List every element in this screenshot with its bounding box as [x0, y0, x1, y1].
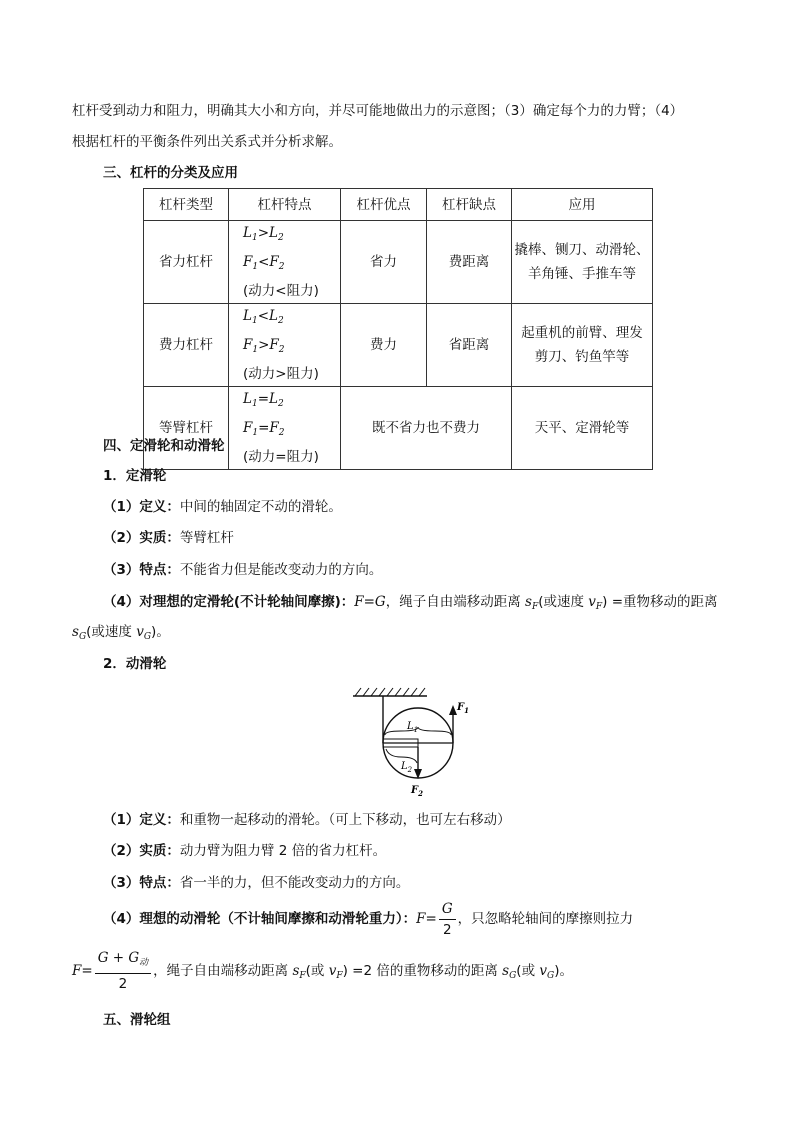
- header-cell: 应用: [512, 189, 653, 221]
- movable-pulley-ideal: （4）理想的动滑轮（不计轴间摩擦和动滑轮重力）：F= $\frac{G}{2}$ ，只忽略轮轴间的摩擦则拉力: [103, 900, 634, 938]
- header-cell: 杠杆特点: [229, 189, 341, 221]
- advantage-cell: 费力: [341, 304, 427, 387]
- lever-feature-cell: [229, 304, 341, 387]
- lever-type-cell: 费力杠杆: [144, 304, 229, 387]
- f1-arrowhead: [449, 705, 457, 715]
- length-relation: $L_1=L_2$ $F_1=F_2$: [243, 391, 285, 438]
- l2-label: $L_2$: [401, 761, 413, 774]
- lever-type-cell: 省力杠杆: [144, 221, 229, 304]
- fraction-g-plus-gdong-over-2: $\frac{G + G_动}{2}$: [95, 948, 151, 994]
- section-4-heading: 四、定滑轮和动滑轮: [103, 438, 225, 454]
- f1-label: $F_1$: [457, 702, 469, 715]
- ceiling-hatching: [355, 688, 425, 696]
- force-note: (动力>阻力): [243, 366, 319, 382]
- application-cell: 起重机的前臂、理发 剪刀、钓鱼竿等: [512, 304, 653, 387]
- f2-label: $F_2$: [411, 785, 423, 797]
- section-3-heading: 三、杠杆的分类及应用: [103, 165, 238, 181]
- table-row: [144, 221, 653, 304]
- application-cell: 天平、定滑轮等: [512, 387, 653, 470]
- movable-pulley-diagram: [345, 685, 475, 797]
- fixed-pulley-essence: （2）实质：等臂杠杆: [103, 530, 234, 546]
- movable-pulley-feature: （3）特点：省一半的力，但不能改变动力的方向。: [103, 875, 410, 891]
- table-header-row: [144, 189, 653, 221]
- movable-pulley-definition: （1）定义：和重物一起移动的滑轮。（可上下移动，也可左右移动）: [103, 812, 511, 828]
- fixed-pulley-definition: （1）定义：中间的轴固定不动的滑轮。: [103, 499, 342, 515]
- fraction-g-over-2: $\frac{G}{2}$: [439, 899, 456, 940]
- movable-pulley-essence: （2）实质：动力臂为阻力臂 2 倍的省力杠杆。: [103, 843, 387, 859]
- lever-feature-cell: [229, 221, 341, 304]
- section-5-heading: 五、滑轮组: [103, 1012, 171, 1028]
- length-relation: $L_1>L_2$ $F_1<F_2$: [243, 225, 285, 272]
- intro-line-2: 根据杠杆的平衡条件列出关系式并分析求解。: [72, 134, 342, 150]
- header-cell: 杠杆类型: [144, 189, 229, 221]
- movable-pulley-ideal-cont: F= $\frac{G + G_动}{2}$ ，绳子自由端移动距离 $s_F$(或 $v_F) =2$ 倍的重物移动的距离 $s_G$(或 $v_G$)。: [72, 950, 573, 992]
- fixed-pulley-title: 1．定滑轮: [103, 468, 167, 484]
- disadvantage-cell: 费距离: [427, 221, 512, 304]
- force-note: (动力=阻力): [243, 449, 319, 465]
- merged-cell: 既不省力也不费力: [341, 387, 512, 470]
- lever-classification-table: [143, 188, 653, 470]
- advantage-cell: 省力: [341, 221, 427, 304]
- intro-line-1: 杠杆受到动力和阻力，明确其大小和方向，并尽可能地做出力的示意图；（3）确定每个力的力臂；（4）: [72, 103, 684, 119]
- table-row: [144, 304, 653, 387]
- fixed-pulley-ideal-cont: $s_G$(或速度 $v_G$)。: [72, 624, 170, 642]
- length-relation: $L_1<L_2$ $F_1>F_2$: [243, 308, 285, 355]
- fixed-pulley-feature: （3）特点：不能省力但是能改变动力的方向。: [103, 562, 383, 578]
- header-cell: 杠杆优点: [341, 189, 427, 221]
- fixed-pulley-ideal: （4）对理想的定滑轮(不计轮轴间摩擦)：F=G，绳子自由端移动距离 $s_F$(或速度 $v_F$) =重物移动的距离: [103, 594, 718, 612]
- lever-type-cell: 等臂杠杆: [144, 387, 229, 470]
- application-cell: 撬棒、铡刀、动滑轮、 羊角锤、手推车等: [512, 221, 653, 304]
- table-row: [144, 387, 653, 470]
- movable-pulley-title: 2．动滑轮: [103, 656, 167, 672]
- header-cell: 杠杆缺点: [427, 189, 512, 221]
- lever-feature-cell: [229, 387, 341, 470]
- l1-label: $L_1$: [407, 721, 419, 734]
- force-note: (动力<阻力): [243, 283, 319, 299]
- disadvantage-cell: 省距离: [427, 304, 512, 387]
